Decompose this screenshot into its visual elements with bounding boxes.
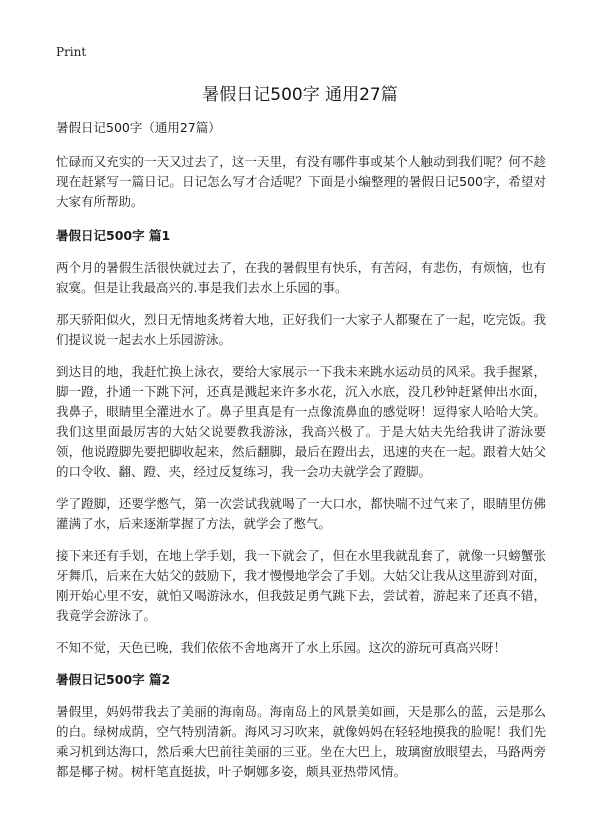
section-heading: 暑假日记500字 篇1 [56, 228, 171, 243]
paragraph: 到达目的地，我赶忙换上泳衣，要给大家展示一下我未来跳水运动员的风采。我手握紧，脚一蹬，扑通一下跳下河，还真是溅起来许多水花，沉入水底，没几秒钟赶紧伸出水面，我鼻子，眼睛里全灌进水了。鼻子里真是有一点像流鼻血的感觉呀！逗得家人哈哈大笑。我们这里面最厉害的大姑父说要教我游泳，我高兴极了。于是大姑夫先给我讲了游泳要领，他说蹬脚先要把脚收起来，然后翻脚，最后在蹬出去，迅速的夹在一起。跟着大姑父的口令收、翻、蹬、夹，经过反复练习，我一会功夫就学会了蹬脚。 [56, 364, 546, 479]
article-intro: 忙碌而又充实的一天又过去了，这一天里，有没有哪件事或某个人触动到我们呢？何不趁现在赶紧写一篇日记。日记怎么写才合适呢？下面是小编整理的暑假日记500字，希望对大家有所帮助。 [56, 154, 546, 209]
paragraph: 暑假里，妈妈带我去了美丽的海南岛。海南岛上的风景美如画，天是那么的蓝，云是那么的白。绿树成荫，空气特别清新。海风习习吹来，就像妈妈在轻轻地摸我的脸呢！我们先乘习机到达海口，然后乘大巴前往美丽的三亚。坐在大巴上，玻璃窗放眼望去，马路两旁都是椰子树。树杆笔直挺拔，叶子婀娜多姿，颇具亚热带风情。 [56, 704, 546, 779]
print-link[interactable]: Print [56, 45, 87, 59]
paragraph: 两个月的暑假生活很快就过去了，在我的暑假里有快乐，有苦闷，有悲伤，有烦恼，也有寂寞。但是让我最高兴的.事是我们去水上乐园的事。 [56, 260, 546, 295]
paragraph: 接下来还有手划，在地上学手划，我一下就会了，但在水里我就乱套了，就像一只螃蟹张牙舞爪，后来在大姑父的鼓励下，我才慢慢地学会了手划。大姑父让我从这里游到对面，刚开始心里不安，就怕又喝游泳水，但我鼓足勇气跳下去，尝试着，游起来了还真不错，我竟学会游泳了。 [56, 548, 546, 623]
paragraph: 不知不觉，天色已晚，我们依依不舍地离开了水上乐园。这次的游玩可真高兴呀！ [56, 640, 507, 655]
article-subtitle: 暑假日记500字（通用27篇） [56, 120, 221, 135]
article-body [56, 118, 546, 794]
paragraph: 学了蹬脚，还要学憋气，第一次尝试我就喝了一大口水，都快喘不过气来了，眼睛里仿佛灌满了水，后来逐渐掌握了方法，就学会了憋气。 [56, 496, 546, 531]
paragraph: 那天骄阳似火，烈日无情地炙烤着大地，正好我们一大家子人都聚在了一起，吃完饭。我们提议说一起去水上乐园游泳。 [56, 312, 546, 347]
page-title: 暑假日记500字 通用27篇 [202, 85, 398, 105]
section-heading: 暑假日记500字 篇2 [56, 672, 171, 687]
